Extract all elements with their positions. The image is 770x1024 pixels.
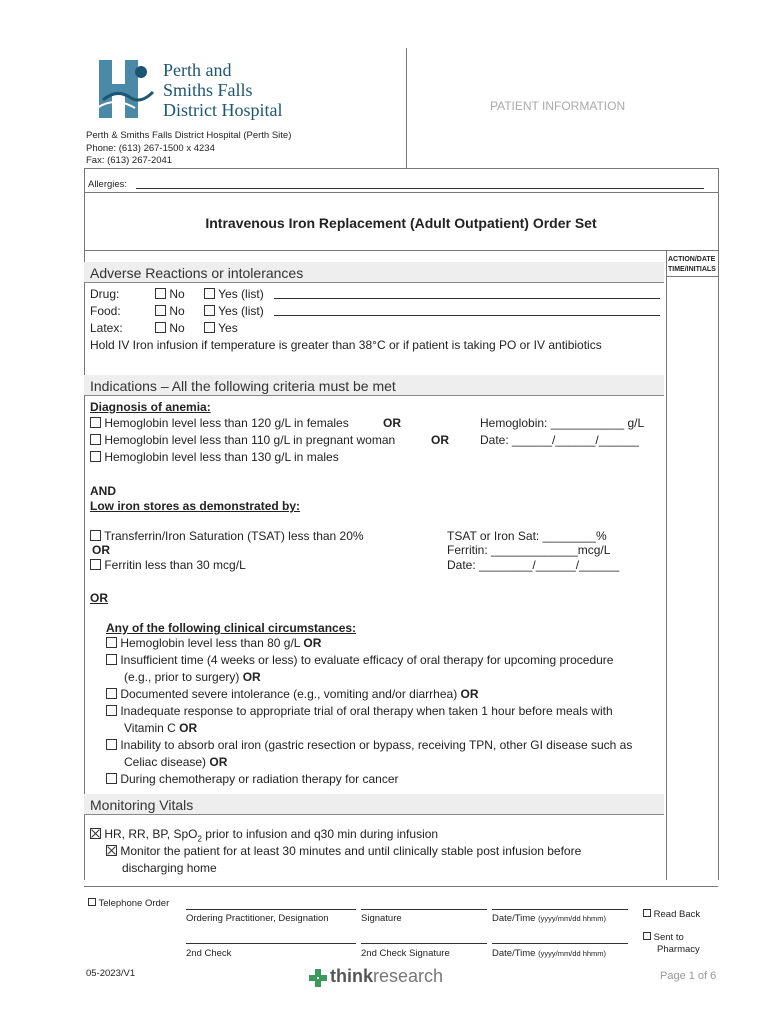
circ-item-2-cont <box>124 670 261 684</box>
circ-1-text: Hemoglobin level less than 80 g/L <box>120 636 301 650</box>
version-label: 05-2023/V1 <box>86 968 136 979</box>
hospital-site: Perth & Smiths Falls District Hospital (Perth Site) <box>86 130 292 141</box>
datetime-label-text: Date/Time <box>492 913 536 924</box>
drug-list-field[interactable] <box>274 298 660 299</box>
hemoglobin-field[interactable]: Hemoglobin: ___________ g/L <box>480 416 645 430</box>
circ-item-6[interactable] <box>106 772 399 786</box>
drug-yes-checkbox[interactable] <box>204 288 215 299</box>
circ-5-text-cont: Celiac disease) <box>124 755 207 769</box>
ferritin-label: Ferritin less than 30 mcg/L <box>104 558 246 572</box>
indications-section <box>84 375 664 396</box>
monitoring-1-text-post: prior to infusion and q30 min during infusion <box>201 827 439 841</box>
second-check-label: 2nd Check <box>186 948 232 959</box>
second-datetime-text: Date/Time <box>492 948 536 959</box>
circ-1-checkbox[interactable] <box>106 637 117 648</box>
circ-item-5-cont <box>124 755 227 769</box>
hospital-phone: Phone: (613) 267-1500 x 4234 <box>86 143 215 154</box>
action-header: ACTION/DATE TIME/INITIALS <box>668 256 716 273</box>
page-number: Page 1 of 6 <box>660 970 717 982</box>
ferritin-field[interactable]: Ferritin: _____________mcg/L <box>447 543 611 557</box>
datetime-label <box>492 913 606 924</box>
pharmacy-label: Pharmacy <box>657 944 700 955</box>
food-no-option[interactable] <box>155 304 185 318</box>
diag-females-checkbox[interactable] <box>90 417 101 428</box>
food-yes-label: Yes (list) <box>218 304 264 318</box>
drug-yes-option[interactable] <box>204 287 264 301</box>
ferritin-item[interactable] <box>90 558 246 572</box>
second-check-line[interactable] <box>186 943 356 944</box>
second-sig-line[interactable] <box>361 943 487 944</box>
datetime-line[interactable] <box>492 909 628 910</box>
circ-3-checkbox[interactable] <box>106 688 117 699</box>
monitoring-2-text: Monitor the patient for at least 30 minutes and until clinically stable post infusion before <box>120 844 582 858</box>
diag-males-checkbox[interactable] <box>90 451 101 462</box>
allergies-field[interactable] <box>136 188 704 189</box>
circ-4-checkbox[interactable] <box>106 705 117 716</box>
monitoring-2-text-cont: discharging home <box>122 861 217 875</box>
order-set-title: Intravenous Iron Replacement (Adult Outpatient) Order Set <box>205 215 597 231</box>
hold-instruction: Hold IV Iron infusion if temperature is greater than 38°C or if patient is taking PO or IV antibiotics <box>90 338 602 352</box>
drug-no-checkbox[interactable] <box>155 288 166 299</box>
adverse-heading: Adverse Reactions or intolerances <box>90 265 304 281</box>
food-label: Food: <box>90 304 121 318</box>
telephone-order-label: Telephone Order <box>98 898 170 909</box>
ordering-label: Ordering Practitioner, Designation <box>186 913 329 924</box>
circ-1-or: OR <box>303 636 322 650</box>
sent-to-checkbox[interactable] <box>643 932 651 940</box>
monitoring-1-checkbox[interactable] <box>90 828 101 839</box>
latex-no-option[interactable] <box>155 321 185 335</box>
logo-line-1: Perth and <box>163 60 232 80</box>
diagnosis-heading: Diagnosis of anemia: <box>90 400 211 414</box>
food-no-checkbox[interactable] <box>155 305 166 316</box>
hemoglobin-date-field[interactable]: Date: ______/______/______ <box>480 433 639 447</box>
read-back-checkbox[interactable] <box>643 909 651 917</box>
diag-females-label: Hemoglobin level less than 120 g/L in females <box>104 416 349 430</box>
drug-no-option[interactable] <box>155 287 185 301</box>
circ-4-or: OR <box>179 721 198 735</box>
drug-label: Drug: <box>90 287 120 301</box>
drug-yes-label: Yes (list) <box>218 287 264 301</box>
drug-no-label: No <box>169 287 185 301</box>
allergies-label: Allergies: <box>88 179 128 190</box>
brand-research: research <box>373 966 444 986</box>
second-sig-label: 2nd Check Signature <box>361 948 450 959</box>
circ-item-2[interactable] <box>106 653 613 667</box>
food-yes-checkbox[interactable] <box>204 305 215 316</box>
sent-to-label: Sent to <box>653 932 684 943</box>
or-label-4: OR <box>90 591 108 605</box>
latex-yes-option[interactable] <box>204 321 238 335</box>
circ-5-or: OR <box>209 755 228 769</box>
circ-6-checkbox[interactable] <box>106 773 117 784</box>
indications-heading: Indications – All the following criteria must be met <box>90 378 396 394</box>
latex-no-checkbox[interactable] <box>155 322 166 333</box>
monitoring-1-text: HR, RR, BP, SpO <box>104 827 198 841</box>
diag-item-pregnant[interactable] <box>90 433 395 447</box>
monitoring-item-2[interactable] <box>106 844 581 858</box>
circ-5-checkbox[interactable] <box>106 739 117 750</box>
latex-no-label: No <box>169 321 185 335</box>
tsat-item[interactable] <box>90 529 364 543</box>
circ-4-text-cont: Vitamin C <box>124 721 176 735</box>
patient-info-label: PATIENT INFORMATION <box>490 99 626 113</box>
telephone-order-option[interactable] <box>88 898 169 909</box>
monitoring-section <box>84 794 664 815</box>
diag-males-label: Hemoglobin level less than 130 g/L in males <box>104 450 339 464</box>
circumstances-heading: Any of the following clinical circumstances: <box>106 621 357 635</box>
tsat-field[interactable]: TSAT or Iron Sat: ________% <box>447 529 607 543</box>
diag-pregnant-checkbox[interactable] <box>90 434 101 445</box>
circ-3-text: Documented severe intolerance (e.g., vomiting and/or diarrhea) <box>120 687 458 701</box>
and-label: AND <box>90 484 116 498</box>
drug-row <box>90 287 119 301</box>
low-iron-heading: Low iron stores as demonstrated by: <box>90 499 301 513</box>
brand-think: think <box>330 966 373 986</box>
circ-item-4-cont <box>124 721 197 735</box>
monitoring-2-checkbox[interactable] <box>106 845 117 856</box>
circ-2-text: Insufficient time (4 weeks or less) to evaluate efficacy of oral therapy for upcoming procedure <box>120 653 614 667</box>
circ-item-1[interactable] <box>106 636 321 650</box>
latex-label: Latex: <box>90 321 123 335</box>
logo-line-2: Smiths Falls <box>163 80 253 100</box>
tsat-checkbox[interactable] <box>90 530 101 541</box>
read-back-label: Read Back <box>653 909 701 920</box>
circ-item-5[interactable] <box>106 738 632 752</box>
food-list-field[interactable] <box>274 315 660 316</box>
or-label-1: OR <box>383 416 401 430</box>
circ-2-or: OR <box>242 670 261 684</box>
circ-2-checkbox[interactable] <box>106 654 117 665</box>
ferritin-checkbox[interactable] <box>90 559 101 570</box>
or-label-2: OR <box>431 433 449 447</box>
monitoring-item-1[interactable] <box>90 827 438 843</box>
food-no-label: No <box>169 304 185 318</box>
sent-to-option[interactable] <box>643 932 684 943</box>
circ-item-4[interactable] <box>106 704 613 718</box>
second-datetime-label <box>492 948 606 959</box>
circ-6-text: During chemotherapy or radiation therapy for cancer <box>120 772 399 786</box>
iron-date-field[interactable]: Date: ________/______/______ <box>447 558 620 572</box>
diag-item-males[interactable] <box>90 450 339 464</box>
signature-line[interactable] <box>361 909 487 910</box>
food-yes-option[interactable] <box>204 304 264 318</box>
circ-5-text: Inability to absorb oral iron (gastric resection or bypass, receiving TPN, other GI disease such as <box>120 738 633 752</box>
second-datetime-format: (yyyy/mm/dd hhmm) <box>538 949 607 958</box>
hospital-logo-icon <box>95 58 155 120</box>
hospital-fax: Fax: (613) 267-2041 <box>86 155 173 166</box>
second-datetime-line[interactable] <box>492 943 628 944</box>
adverse-section <box>84 262 664 283</box>
circ-2-text-cont: (e.g., prior to surgery) <box>124 670 240 684</box>
ordering-line[interactable] <box>186 909 356 910</box>
latex-yes-checkbox[interactable] <box>204 322 215 333</box>
telephone-order-checkbox[interactable] <box>88 898 96 906</box>
read-back-option[interactable] <box>643 909 700 920</box>
hospital-logo <box>95 58 295 122</box>
circ-3-or: OR <box>460 687 479 701</box>
logo-line-3: District Hospital <box>163 100 283 120</box>
latex-yes-label: Yes <box>218 321 238 335</box>
tsat-label: Transferrin/Iron Saturation (TSAT) less than 20% <box>104 529 364 543</box>
circ-item-3[interactable] <box>106 687 479 701</box>
spo2-subscript: 2 <box>197 834 202 844</box>
diag-pregnant-label: Hemoglobin level less than 110 g/L in pregnant woman <box>104 433 396 447</box>
or-label-3: OR <box>92 543 110 557</box>
circ-4-text: Inadequate response to appropriate trial of oral therapy when taken 1 hour before meals with <box>120 704 613 718</box>
monitoring-heading: Monitoring Vitals <box>90 797 194 813</box>
datetime-format: (yyyy/mm/dd hhmm) <box>538 914 607 923</box>
thinkresearch-logo-icon <box>308 968 328 988</box>
signature-label: Signature <box>361 913 402 924</box>
diag-item-females[interactable] <box>90 416 349 430</box>
